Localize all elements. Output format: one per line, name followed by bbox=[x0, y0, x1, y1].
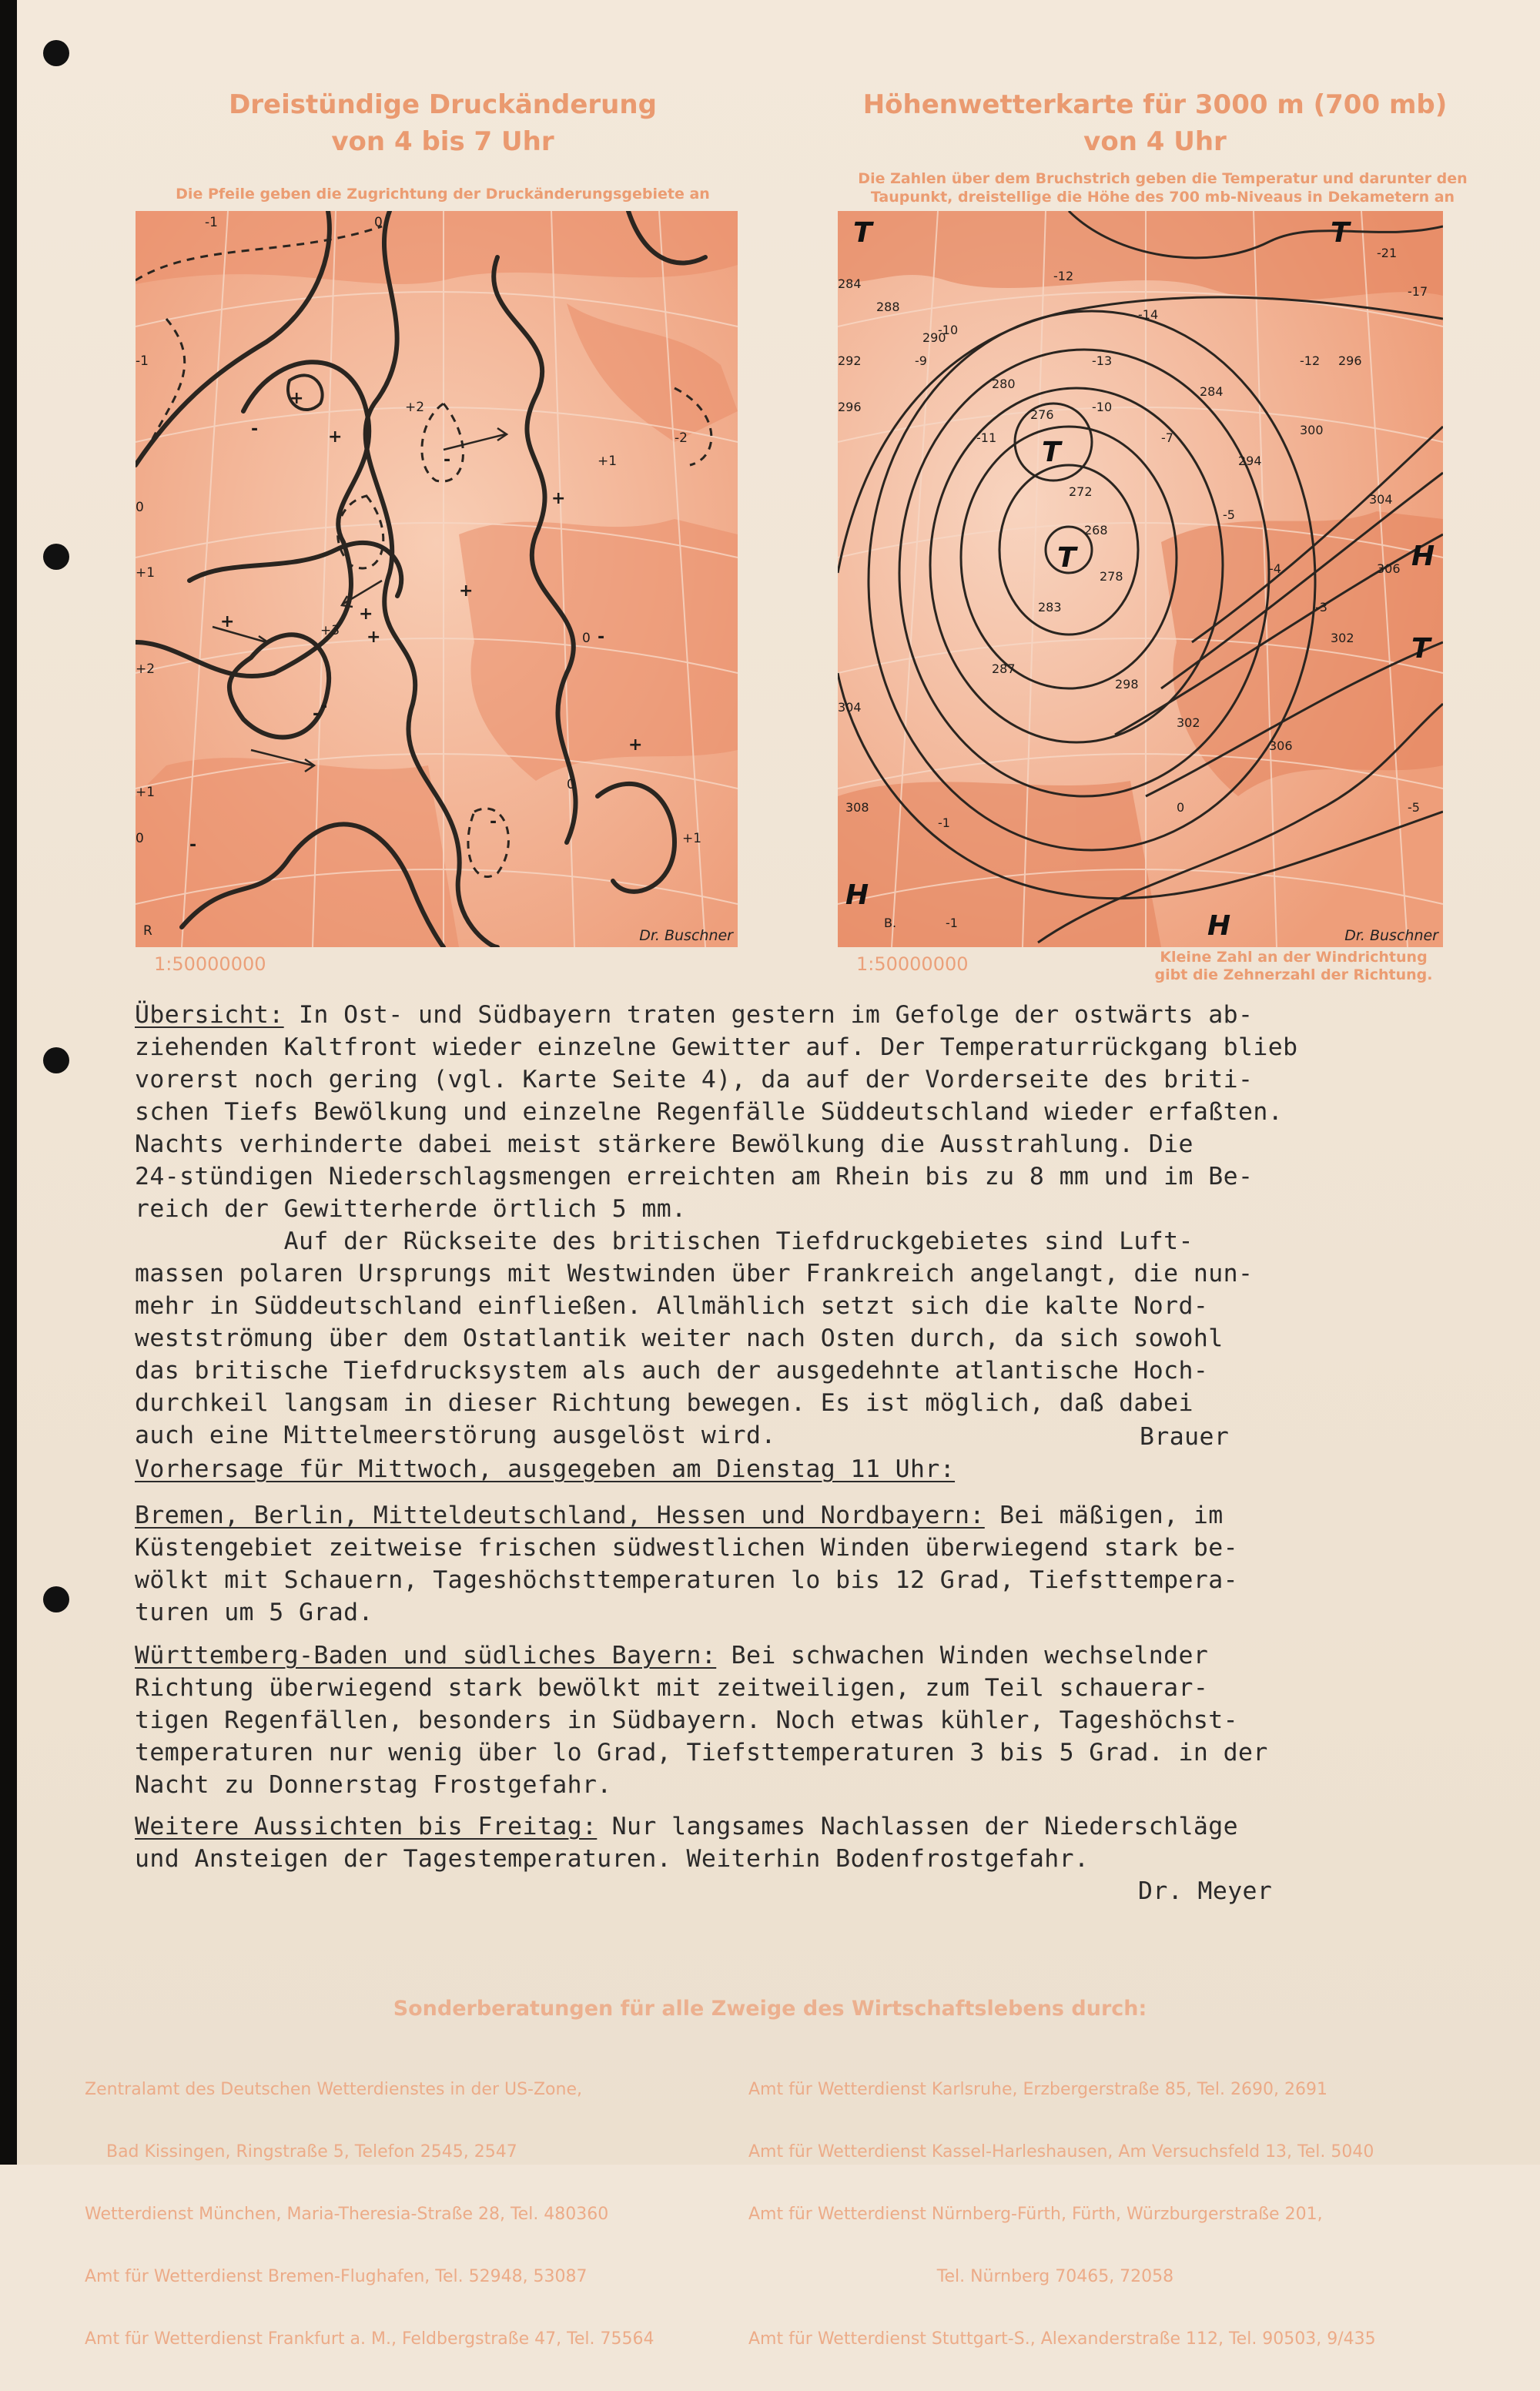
svg-text:-: - bbox=[490, 812, 497, 832]
svg-text:-5: -5 bbox=[1223, 507, 1235, 522]
aussichten-line: Weitere Aussichten bis Freitag: Nur langsames Nachlassen der Niederschläge bbox=[135, 1813, 1238, 1840]
svg-text:272: 272 bbox=[1069, 484, 1093, 499]
footer-right: Amt für Wetterdienst Karlsruhe, Erzbergerstraße 85, Tel. 2690, 2691 Amt für Wetterdienst Kassel-Harleshausen, Am Versuchsfeld 13, Tel. 5040 Amt für Wetterdienst Nürnberg-Fürth, Fürth, Würzburgerstraße 201, Tel. Nürnberg 70465, 72058 Amt für Wetterdienst Stuttgart-S., Alexanderstraße 112, Tel. 90503, 9/435 bbox=[748, 2080, 1376, 2349]
uebersicht-line: Auf der Rückseite des britischen Tiefdruckgebietes sind Luft- bbox=[135, 1227, 1194, 1255]
region1-line: turen um 5 Grad. bbox=[135, 1599, 373, 1626]
svg-text:-13: -13 bbox=[1092, 353, 1113, 368]
svg-text:-14: -14 bbox=[1138, 307, 1159, 322]
svg-text:+2: +2 bbox=[136, 661, 156, 677]
right-map-signature: Dr. Buschner bbox=[1344, 927, 1438, 944]
svg-text:287: 287 bbox=[992, 661, 1016, 676]
svg-text:T: T bbox=[1331, 217, 1350, 249]
svg-text:0: 0 bbox=[374, 215, 383, 230]
svg-text:-10: -10 bbox=[938, 323, 959, 337]
svg-text:H: H bbox=[1411, 541, 1435, 572]
svg-text:-4: -4 bbox=[1269, 561, 1281, 576]
uebersicht-label: Übersicht: bbox=[135, 1001, 284, 1029]
svg-text:-9: -9 bbox=[915, 353, 927, 368]
svg-text:306: 306 bbox=[1377, 561, 1401, 576]
svg-text:T: T bbox=[1057, 542, 1076, 574]
region2-label: Württemberg-Baden und südliches Bayern: bbox=[135, 1642, 717, 1669]
svg-text:+: + bbox=[359, 604, 373, 624]
left-map-subtitle: Die Pfeile geben die Zugrichtung der Druckänderungsgebiete an bbox=[176, 186, 710, 203]
author-brauer: Brauer bbox=[1140, 1423, 1230, 1451]
svg-text:280: 280 bbox=[992, 377, 1016, 391]
svg-text:304: 304 bbox=[1369, 492, 1393, 507]
author-meyer: Dr. Meyer bbox=[1138, 1877, 1273, 1905]
svg-text:+2: +2 bbox=[405, 400, 425, 415]
uebersicht-line: durchkeil langsam in dieser Richtung bewegen. Es ist möglich, daß dabei bbox=[135, 1389, 1194, 1417]
svg-text:R: R bbox=[143, 923, 152, 939]
svg-text:-1: -1 bbox=[205, 215, 218, 230]
svg-text:T: T bbox=[853, 217, 872, 249]
svg-text:288: 288 bbox=[876, 300, 900, 314]
svg-text:-: - bbox=[320, 697, 328, 716]
svg-text:276: 276 bbox=[1030, 407, 1054, 422]
left-map-scale: 1:50000000 bbox=[154, 953, 266, 975]
svg-text:-5: -5 bbox=[1408, 800, 1420, 815]
scan-edge bbox=[0, 0, 17, 2165]
svg-text:+1: +1 bbox=[598, 454, 618, 469]
svg-text:292: 292 bbox=[838, 353, 862, 368]
right-map-subtitle: Die Zahlen über dem Bruchstrich geben die Temperatur und darunter den Taupunkt, dreistellige die Höhe des 700 mb-Niveaus in Dekametern an bbox=[858, 170, 1468, 206]
left-map-title: Dreistündige Druckänderung von 4 bis 7 Uhr bbox=[229, 89, 657, 157]
svg-text:-17: -17 bbox=[1408, 284, 1428, 299]
svg-text:0: 0 bbox=[582, 631, 591, 646]
pressure-change-map bbox=[136, 211, 738, 947]
svg-text:T: T bbox=[1042, 437, 1061, 468]
region1-label: Bremen, Berlin, Mitteldeutschland, Hessen und Nordbayern: bbox=[135, 1502, 985, 1529]
svg-text:290: 290 bbox=[922, 330, 946, 345]
region1-line: wölkt mit Schauern, Tageshöchsttemperaturen lo bis 12 Grad, Tiefsttempera- bbox=[135, 1566, 1238, 1594]
region2-line: temperaturen nur wenig über lo Grad, Tiefsttemperaturen 3 bis 5 Grad. in der bbox=[135, 1739, 1268, 1766]
svg-text:306: 306 bbox=[1269, 738, 1293, 753]
svg-text:+1: +1 bbox=[136, 565, 156, 581]
aussichten-label: Weitere Aussichten bis Freitag: bbox=[135, 1813, 598, 1840]
svg-text:-1: -1 bbox=[938, 815, 950, 830]
svg-text:+3: +3 bbox=[320, 623, 340, 638]
uebersicht-line: reich der Gewitterherde örtlich 5 mm. bbox=[135, 1195, 687, 1223]
svg-text:B.: B. bbox=[884, 916, 897, 930]
svg-text:H: H bbox=[845, 879, 869, 911]
svg-text:+1: +1 bbox=[682, 831, 702, 846]
svg-text:-2: -2 bbox=[675, 430, 688, 446]
uebersicht-line: westströmung über dem Ostatlantik weiter nach Osten durch, da sich sowohl bbox=[135, 1324, 1224, 1352]
svg-text:268: 268 bbox=[1084, 523, 1108, 537]
svg-text:283: 283 bbox=[1038, 600, 1062, 614]
svg-text:-10: -10 bbox=[1092, 400, 1113, 414]
punch-hole bbox=[43, 1586, 69, 1612]
region2-line: Nacht zu Donnerstag Frostgefahr. bbox=[135, 1771, 612, 1799]
svg-text:-1: -1 bbox=[136, 353, 149, 369]
region2-line: tigen Regenfällen, besonders in Südbayern. Noch etwas kühler, Tageshöchst- bbox=[135, 1706, 1238, 1734]
svg-text:0: 0 bbox=[136, 831, 144, 846]
svg-text:H: H bbox=[1207, 910, 1231, 942]
svg-text:284: 284 bbox=[1200, 384, 1224, 399]
svg-text:-: - bbox=[444, 450, 451, 470]
svg-text:+: + bbox=[459, 581, 474, 601]
svg-text:+: + bbox=[328, 427, 343, 447]
svg-text:T: T bbox=[1411, 633, 1431, 665]
svg-text:+: + bbox=[628, 735, 643, 755]
uebersicht-line: ziehenden Kaltfront wieder einzelne Gewitter auf. Der Temperaturrückgang blieb bbox=[135, 1033, 1298, 1061]
svg-text:-11: -11 bbox=[976, 430, 997, 445]
vorhersage-heading: Vorhersage für Mittwoch, ausgegeben am Dienstag 11 Uhr: bbox=[135, 1455, 956, 1483]
region2-line: Württemberg-Baden und südliches Bayern: Bei schwachen Winden wechselnder bbox=[135, 1642, 1209, 1669]
footer-heading: Sonderberatungen für alle Zweige des Wirtschaftslebens durch: bbox=[393, 1997, 1147, 2021]
svg-text:-: - bbox=[189, 836, 197, 855]
svg-text:294: 294 bbox=[1238, 454, 1262, 468]
region1-line: Küstengebiet zeitweise frischen südwestlichen Winden überwiegend stark be- bbox=[135, 1534, 1238, 1562]
svg-text:298: 298 bbox=[1115, 677, 1139, 692]
svg-text:278: 278 bbox=[1100, 569, 1123, 584]
punch-hole bbox=[43, 40, 69, 66]
svg-text:+: + bbox=[551, 489, 566, 508]
right-map-title: Höhenwetterkarte für 3000 m (700 mb) von 4 Uhr bbox=[862, 89, 1448, 157]
uebersicht-line: Nachts verhinderte dabei meist stärkere Bewölkung die Ausstrahlung. Die bbox=[135, 1130, 1194, 1158]
uebersicht-line: massen polaren Ursprungs mit Westwinden über Frankreich angelangt, die nun- bbox=[135, 1260, 1254, 1288]
svg-text:-7: -7 bbox=[1161, 430, 1173, 445]
aussichten-line: und Ansteigen der Tagestemperaturen. Weiterhin Bodenfrostgefahr. bbox=[135, 1845, 1090, 1873]
region2-line: Richtung überwiegend stark bewölkt mit zeitweiligen, zum Teil schauerar- bbox=[135, 1674, 1209, 1702]
uebersicht-line: schen Tiefs Bewölkung und einzelne Regenfälle Süddeutschland wieder erfaßten. bbox=[135, 1098, 1284, 1126]
uebersicht-line: Übersicht: In Ost- und Südbayern traten gestern im Gefolge der ostwärts ab- bbox=[135, 1001, 1254, 1029]
svg-text:300: 300 bbox=[1300, 423, 1324, 437]
svg-text:+: + bbox=[367, 628, 381, 647]
svg-text:-12: -12 bbox=[1300, 353, 1321, 368]
svg-text:+1: +1 bbox=[136, 785, 156, 800]
upper-air-map-drawing bbox=[838, 211, 1443, 947]
svg-text:304: 304 bbox=[838, 700, 862, 715]
svg-text:+: + bbox=[220, 612, 235, 631]
right-map-note: Kleine Zahl an der Windrichtung gibt die Zehnerzahl der Richtung. bbox=[1154, 949, 1433, 983]
uebersicht-line: vorerst noch gering (vgl. Karte Seite 4), da auf der Vorderseite des briti- bbox=[135, 1066, 1254, 1093]
svg-text:-: - bbox=[598, 628, 605, 647]
uebersicht-line: 24-stündigen Niederschlagsmengen erreichten am Rhein bis zu 8 mm und im Be- bbox=[135, 1163, 1254, 1190]
punch-hole bbox=[43, 1047, 69, 1073]
punch-hole bbox=[43, 544, 69, 570]
uebersicht-line: auch eine Mittelmeerstörung ausgelöst wird. bbox=[135, 1422, 776, 1449]
svg-text:296: 296 bbox=[1338, 353, 1362, 368]
svg-text:302: 302 bbox=[1331, 631, 1354, 645]
pressure-change-map-drawing bbox=[136, 211, 738, 947]
right-map-scale: 1:50000000 bbox=[856, 953, 969, 975]
uebersicht-line: mehr in Süddeutschland einfließen. Allmählich setzt sich die kalte Nord- bbox=[135, 1292, 1209, 1320]
svg-text:-12: -12 bbox=[1053, 269, 1074, 283]
svg-text:-: - bbox=[251, 420, 259, 439]
svg-text:-3: -3 bbox=[1315, 600, 1327, 614]
svg-text:308: 308 bbox=[845, 800, 869, 815]
svg-text:0: 0 bbox=[567, 777, 575, 792]
svg-text:-: - bbox=[313, 705, 320, 724]
svg-text:-1: -1 bbox=[946, 916, 958, 930]
uebersicht-line: das britische Tiefdrucksystem als auch der ausgedehnte atlantische Hoch- bbox=[135, 1357, 1209, 1385]
upper-air-map bbox=[838, 211, 1443, 947]
left-map-signature: Dr. Buschner bbox=[639, 927, 733, 944]
svg-text:284: 284 bbox=[838, 276, 862, 291]
region1-line: Bremen, Berlin, Mitteldeutschland, Hessen und Nordbayern: Bei mäßigen, im bbox=[135, 1502, 1224, 1529]
footer-left: Zentralamt des Deutschen Wetterdienstes in der US-Zone, Bad Kissingen, Ringstraße 5, Telefon 2545, 2547 Wetterdienst München, Maria-Theresia-Straße 28, Tel. 480360 Amt für Wetterdienst Bremen-Flughafen, Tel. 52948, 53087 Amt für Wetterdienst Frankfurt a. M., Feldbergstraße 47, Tel. 75564 bbox=[85, 2080, 654, 2349]
svg-text:+: + bbox=[290, 389, 304, 408]
svg-text:302: 302 bbox=[1177, 715, 1200, 730]
svg-text:0: 0 bbox=[1177, 800, 1185, 815]
svg-text:0: 0 bbox=[136, 500, 144, 515]
svg-text:-21: -21 bbox=[1377, 246, 1398, 260]
svg-text:296: 296 bbox=[838, 400, 862, 414]
